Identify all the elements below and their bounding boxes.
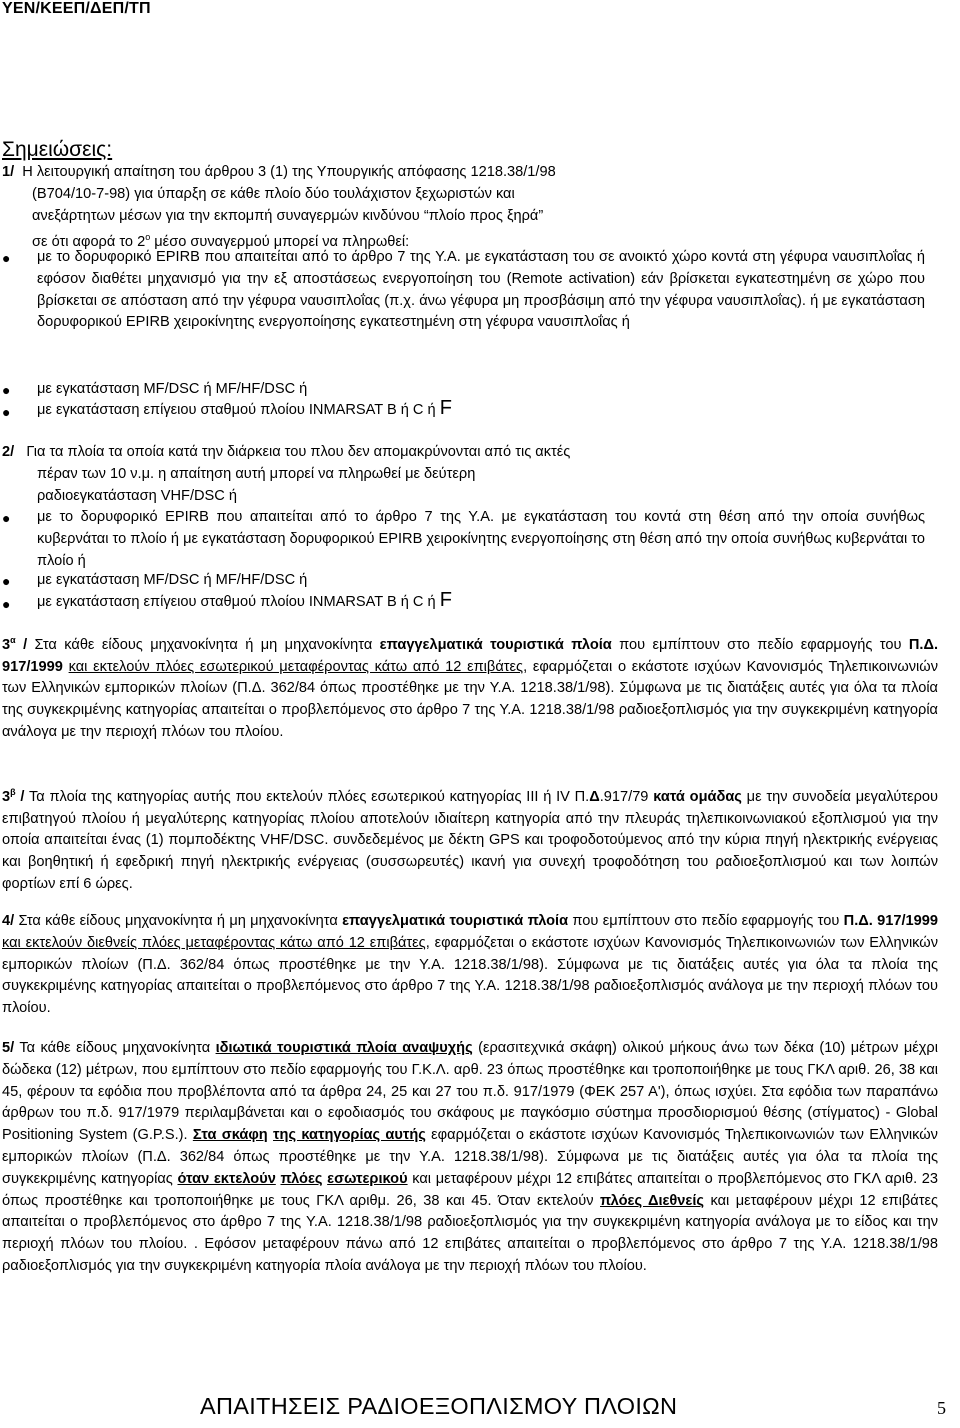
bullet-icon: ●: [2, 596, 11, 612]
note-5-number: 5/: [2, 1040, 15, 1056]
note-2-line-2: πέραν των 10 ν.μ. η απαίτηση αυτή μπορεί να πληρωθεί με δεύτερη: [37, 465, 476, 482]
note-3b-number: 3: [2, 788, 11, 805]
note-2-bullet-inmarsat: με εγκατάσταση επίγειου σταθμού πλοίου INMARSAT B ή C ή F: [37, 589, 452, 611]
note-1-bullet-inmarsat: με εγκατάσταση επίγειου σταθμού πλοίου INMARSAT B ή C ή F: [37, 397, 452, 419]
note-4-paragraph: 4/ Στα κάθε είδους μηχανοκίνητα ή μη μηχανοκίνητα επαγγελματικά τουριστικά πλοία που εμπίπτουν στο πεδίο εφαρμογής του Π.Δ. 917/1999 και εκτελούν διεθνείς πλόες μεταφέροντας κάτω από 12 επιβάτες, εφαρμόζεται ο εκάστοτε ισχύων Κανονισμός Τηλεπικοινωνιών των Ελληνικών εμπορικών πλοίων (Π.Δ. 362/84 όπως προστέθηκε με την Υ.Α. 1218.38/1/98). Σύμφωνα με τις διατάξεις αυτές για όλα τα πλοία της συγκεκριμένης κατηγορίας απαιτείται ο προβλεπόμενος στο άρθρο 7 της Υ.Α. 1218.38/1/98 ραδιοεξοπλισμός ανάλογα με την περιοχή πλόων του πλοίου.: [2, 913, 938, 1017]
bullet-icon: ●: [2, 250, 11, 266]
note-3a-number: 3: [2, 636, 11, 653]
note-3b-paragraph: $3^\beta$ / Τα πλοία της κατηγορίας αυτής που εκτελούν πλόες εσωτερικού κατηγορίας ΙΙΙ ή IV Π.Δ.917/79 κατά ομάδας με την συνοδεία μεγαλύτερου επιβατηγού πλοίου ή μεγαλύτερης κατηγορίας πλοίου αποτελούν ιδιαίτερη κατηγορία από την πλευράς τηλεπικοινωνιακού εξοπλισμού για την οποία απαιτείται ένας (1) πομποδέκτης VHF/DSC. συνδεδεμένος με δέκτη GPS και τροφοδοτούμενος από την κύρια πηγή ηλεκτρικής ενέργειας και βοηθητική ή εφεδρική πηγή ηλεκτρικής ενέργειας (συσσωρευτές) ικανή για συνεχή τροφοδότηση του ραδιοεξοπλισμού και των λοιπών φορτίων επί 6 ώρες.: [2, 787, 939, 893]
note-2-bullet-mfdsc: με εγκατάσταση MF/DSC ή MF/HF/DSC ή: [37, 572, 308, 588]
note-2-line-3: ραδιοεγκατάσταση VHF/DSC ή: [37, 487, 237, 504]
note-2-intro: [2, 442, 942, 507]
footer-title: ΑΠΑΙΤΗΣΕΙΣ ΡΑΔΙΟΕΞΟΠΛΙΣΜΟΥ ΠΛΟΙΩΝ: [200, 1393, 678, 1419]
bullet-icon: ●: [2, 382, 11, 398]
note-1-line-1: Η λειτουργική απαίτηση του άρθρου 3 (1) της Υπουργικής απόφασης 1218.38/1/98: [22, 164, 556, 180]
note-1-intro: [2, 162, 942, 254]
note-3a-paragraph: $3^\alpha$ / Στα κάθε είδους μηχανοκίνητα ή μη μηχανοκίνητα επαγγελματικά τουριστικά πλοία που εμπίπτουν στο πεδίο εφαρμογής του Π.Δ. 917/1999 και εκτελούν πλόες εσωτερικού μεταφέροντας κάτω από 12 επιβάτες, εφαρμόζεται ο εκάστοτε ισχύων Κανονισμός Τηλεπικοινωνιών των Ελληνικών εμπορικών πλοίων (Π.Δ. 362/84 όπως προστέθηκε με την Υ.Α. 1218.38/1/98). Σύμφωνα με τις διατάξεις αυτές για όλα τα πλοία της συγκεκριμένης κατηγορίας απαιτείται ο προβλεπόμενος στο άρθρο 7 της Υ.Α. 1218.38/1/98 ραδιοεξοπλισμός για την συγκεκριμένη κατηγορία ανάλογα με την περιοχή πλόων του πλοίου.: [2, 635, 938, 741]
note-1-line-4: σε ότι αφορά το $2^o$ μέσο συναγερμού μπορεί να πληρωθεί:: [32, 232, 410, 251]
notes-title: Σημειώσεις:: [2, 138, 113, 161]
note-4-number: 4/: [2, 913, 15, 929]
note-1-bullet-epirb: με το δορυφορικό EPIRB που απαιτείται από το άρθρο 7 της Υ.Α. με εγκατάσταση του σε ανοικτό χώρο κοντά στη γέφυρα ναυσιπλοΐας ή εφόσον διαθέτει μηχανισμό για την εξ αποστάσεως ενεργοποίηση του (Remote activation) εάν βρίσκεται εγκατεστημένη σε χώρο που βρίσκεται σε απόσταση από την γέφυρα ναυσιπλοΐας (π.χ. άνω γέφυρα μη προσβάσιμη από την γέφυρα ναυσιπλοΐας). ή με εγκατάσταση δορυφορικού EPIRB χειροκίνητης ενεργοποίησης εγκατεστημένη στη γέφυρα ναυσιπλοΐας ή: [37, 249, 925, 331]
note-1-line-3: ανεξάρτητων μέσων για την εκπομπή συναγερμών κινδύνου “πλοίο προς ξηρά”: [32, 207, 544, 224]
note-1-bullet-mfdsc: με εγκατάσταση MF/DSC ή MF/HF/DSC ή: [37, 381, 308, 397]
note-1-number: 1/: [2, 164, 15, 180]
bullet-icon: ●: [2, 573, 11, 589]
bullet-icon: ●: [2, 510, 11, 526]
note-2-bullet-epirb: με το δορυφορικό EPIRB που απαιτείται από το άρθρο 7 της Υ.Α. με εγκατάσταση του κοντά στη θέση από την οποία συνήθως κυβερνάται το πλοίο ή με εγκατάσταση δορυφορικού EPIRB χειροκίνητης ενεργοποίησης στη θέση από την οποία συνήθως κυβερνάται το πλοίο ή: [37, 509, 925, 569]
document-header-code: ΥΕΝ/ΚΕΕΠ/ΔΕΠ/ΤΠ: [2, 0, 151, 17]
note-5-paragraph: 5/ Τα κάθε είδους μηχανοκίνητα ιδιωτικά τουριστικά πλοία αναψυχής (ερασιτεχνικά σκάφη) ολικού μήκους άνω των δέκα (10) μέτρων μέχρι δώδεκα (12) μέτρων, που εμπίπτουν στο πεδίο εφαρμογής του Γ.Κ.Λ. αρθ. 23 όπως προστέθηκε και τροποποιήθηκε με τους ΓΚΛ αριθ. 26, 38 και 45, φέρουν τα εφόδια που προβλέποντα από τα άρθρα 24, 25 και 27 του π.δ. 917/1979 (ΦΕΚ 257 Α'), όπως ισχύει. Στα εφόδια των παραπάνω άρθρων του π.δ. 917/1979 περιλαμβάνεται και ο εφοδιασμός του σκάφους με παγκόσμιο σύστημα προσδιορισμού θέσης (στίγματος) - Global Positioning System (G.P.S.). Στα σκάφη της κατηγορίας αυτής εφαρμόζεται ο εκάστοτε ισχύων Κανονισμός Τηλεπικοινωνιών των Ελληνικών εμπορικών πλοίων (Π.Δ. 362/84 όπως προστέθηκε με την Υ.Α. 1218.38/1/98). Σύμφωνα με τις διατάξεις αυτές για όλα τα πλοία της συγκεκριμένης κατηγορίας όταν εκτελούν πλόες εσωτερικού και μεταφέρουν μέχρι 12 επιβάτες απαιτείται ο προβλεπόμενος στο ΓΚΛ αριθ. 23 όπως προστέθηκε και τροποποιήθηκε με τους ΓΚΛ αριθμ. 26, 38 και 45. Όταν εκτελούν πλόες Διεθνείς και μεταφέρουν μέχρι 12 επιβάτες απαιτείται ο προβλεπόμενος στο άρθρο 7 της Υ.Α. 1218.38/1/98 ραδιοεξοπλισμός για την συγκεκριμένη κατηγορία ανάλογα με το είδος και την περιοχή πλόων του πλοίου. . Εφόσον μεταφέρουν πάνω από 12 επιβάτες απαιτείται ο προβλεπόμενος στο άρθρο 7 της Υ.Α. 1218.38/1/98 ραδιοεξοπλισμός για την συγκεκριμένη κατηγορία πλοία ανάλογα με την περιοχή πλόων του πλοίου.: [2, 1040, 939, 1274]
page-number: 5: [937, 1398, 946, 1418]
bullet-icon: ●: [2, 404, 11, 420]
note-2-number: 2/: [2, 444, 15, 460]
note-2-line-1: Για τα πλοία τα οποία κατά την διάρκεια του πλου δεν απομακρύνονται από τις ακτές: [26, 444, 571, 460]
note-1-line-2: (Β704/10-7-98) για ύπαρξη σε κάθε πλοίο δύο τουλάχιστον ξεχωριστών και: [32, 185, 515, 202]
